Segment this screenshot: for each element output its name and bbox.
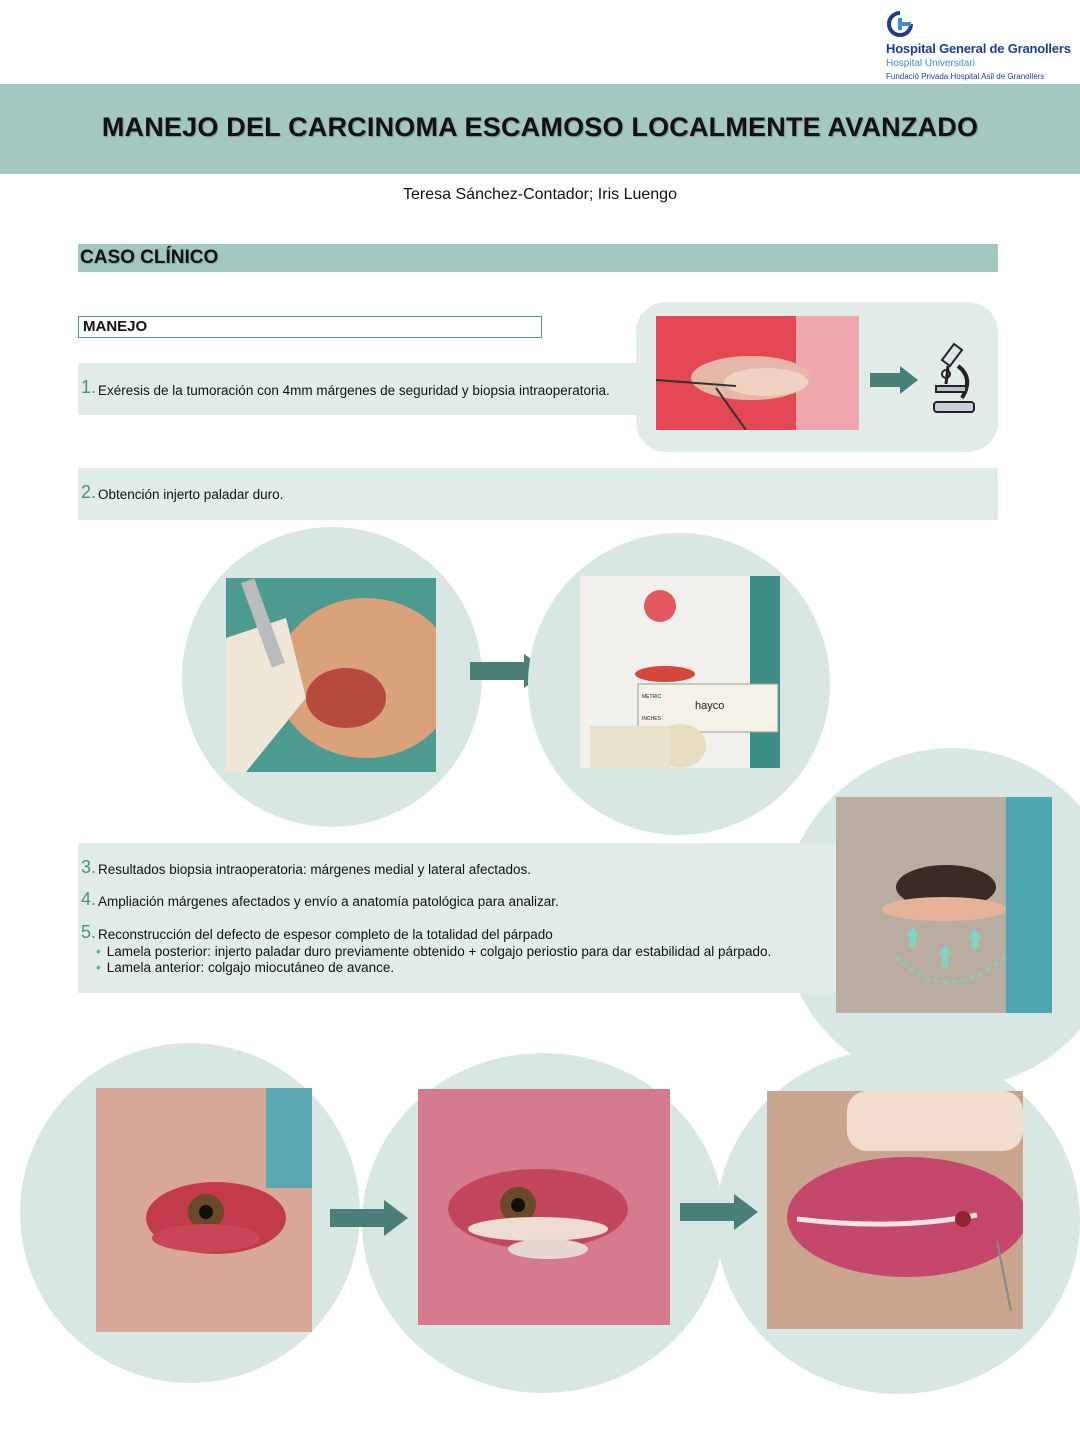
bullet-posterior: • Lamela posterior: injerto paladar duro previamente obtenido + colgajo periostio para dar estabilidad al párpado. xyxy=(96,944,772,959)
step2-number: 2. xyxy=(81,482,97,502)
logo-line3: Fundació Privada Hospital Asil de Granollers xyxy=(886,72,1045,81)
poster-title: MANEJO DEL CARCINOMA ESCAMOSO LOCALMENTE AVANZADO xyxy=(101,112,979,142)
bullet-posterior-text: Lamela posterior: injerto paladar duro previamente obtenido + colgajo periostio para dar estabilidad al párpado. xyxy=(106,944,772,959)
step3-number: 3. xyxy=(81,857,97,877)
ruler-metric: METRIC xyxy=(642,694,662,700)
manejo-box xyxy=(78,316,542,338)
graft-ruler-photo xyxy=(580,576,780,768)
step4-number: 4. xyxy=(81,889,97,909)
step2-text: Obtención injerto paladar duro. xyxy=(98,487,284,502)
step5-number: 5. xyxy=(81,922,97,942)
ruler-inches: INCHES xyxy=(642,716,661,722)
defect-photo xyxy=(96,1088,312,1332)
step4-text: Ampliación márgenes afectados y envío a anatomía patológica para analizar. xyxy=(98,894,559,909)
step3-text: Resultados biopsia intraoperatoria: márgenes medial y lateral afectados. xyxy=(98,862,531,877)
eyelid-photo xyxy=(836,797,1052,1013)
step1-number: 1. xyxy=(81,377,97,397)
final-closure-photo xyxy=(767,1091,1023,1329)
microscope-icon xyxy=(928,340,980,416)
section-title: CASO CLÍNICO xyxy=(80,247,219,268)
bullet-anterior-text: Lamela anterior: colgajo miocutáneo de avance. xyxy=(106,960,395,975)
authors: Teresa Sánchez-Contador; Iris Luengo xyxy=(403,186,677,203)
palate-harvest-photo xyxy=(226,578,436,772)
step1-text: Exéresis de la tumoración con 4mm márgenes de seguridad y biopsia intraoperatoria. xyxy=(98,383,610,398)
logo-line2: Hospital Universitari xyxy=(886,58,975,69)
arrow-right-icon xyxy=(870,366,918,394)
graft-placement-photo xyxy=(418,1089,670,1325)
hospital-logo xyxy=(886,10,1076,84)
arrow-right-icon xyxy=(680,1194,758,1230)
ruler-brand: hayco xyxy=(695,700,725,712)
bullet-anterior: • Lamela anterior: colgajo miocutáneo de avance. xyxy=(96,960,395,975)
excision-photo xyxy=(656,316,859,430)
arrow-right-icon xyxy=(330,1200,408,1236)
step5-text: Reconstrucción del defecto de espesor completo de la totalidad del párpado xyxy=(98,927,553,942)
manejo-label: MANEJO xyxy=(83,318,148,335)
logo-line1: Hospital General de Granollers xyxy=(886,41,1071,56)
hospital-logo-icon xyxy=(886,10,914,38)
